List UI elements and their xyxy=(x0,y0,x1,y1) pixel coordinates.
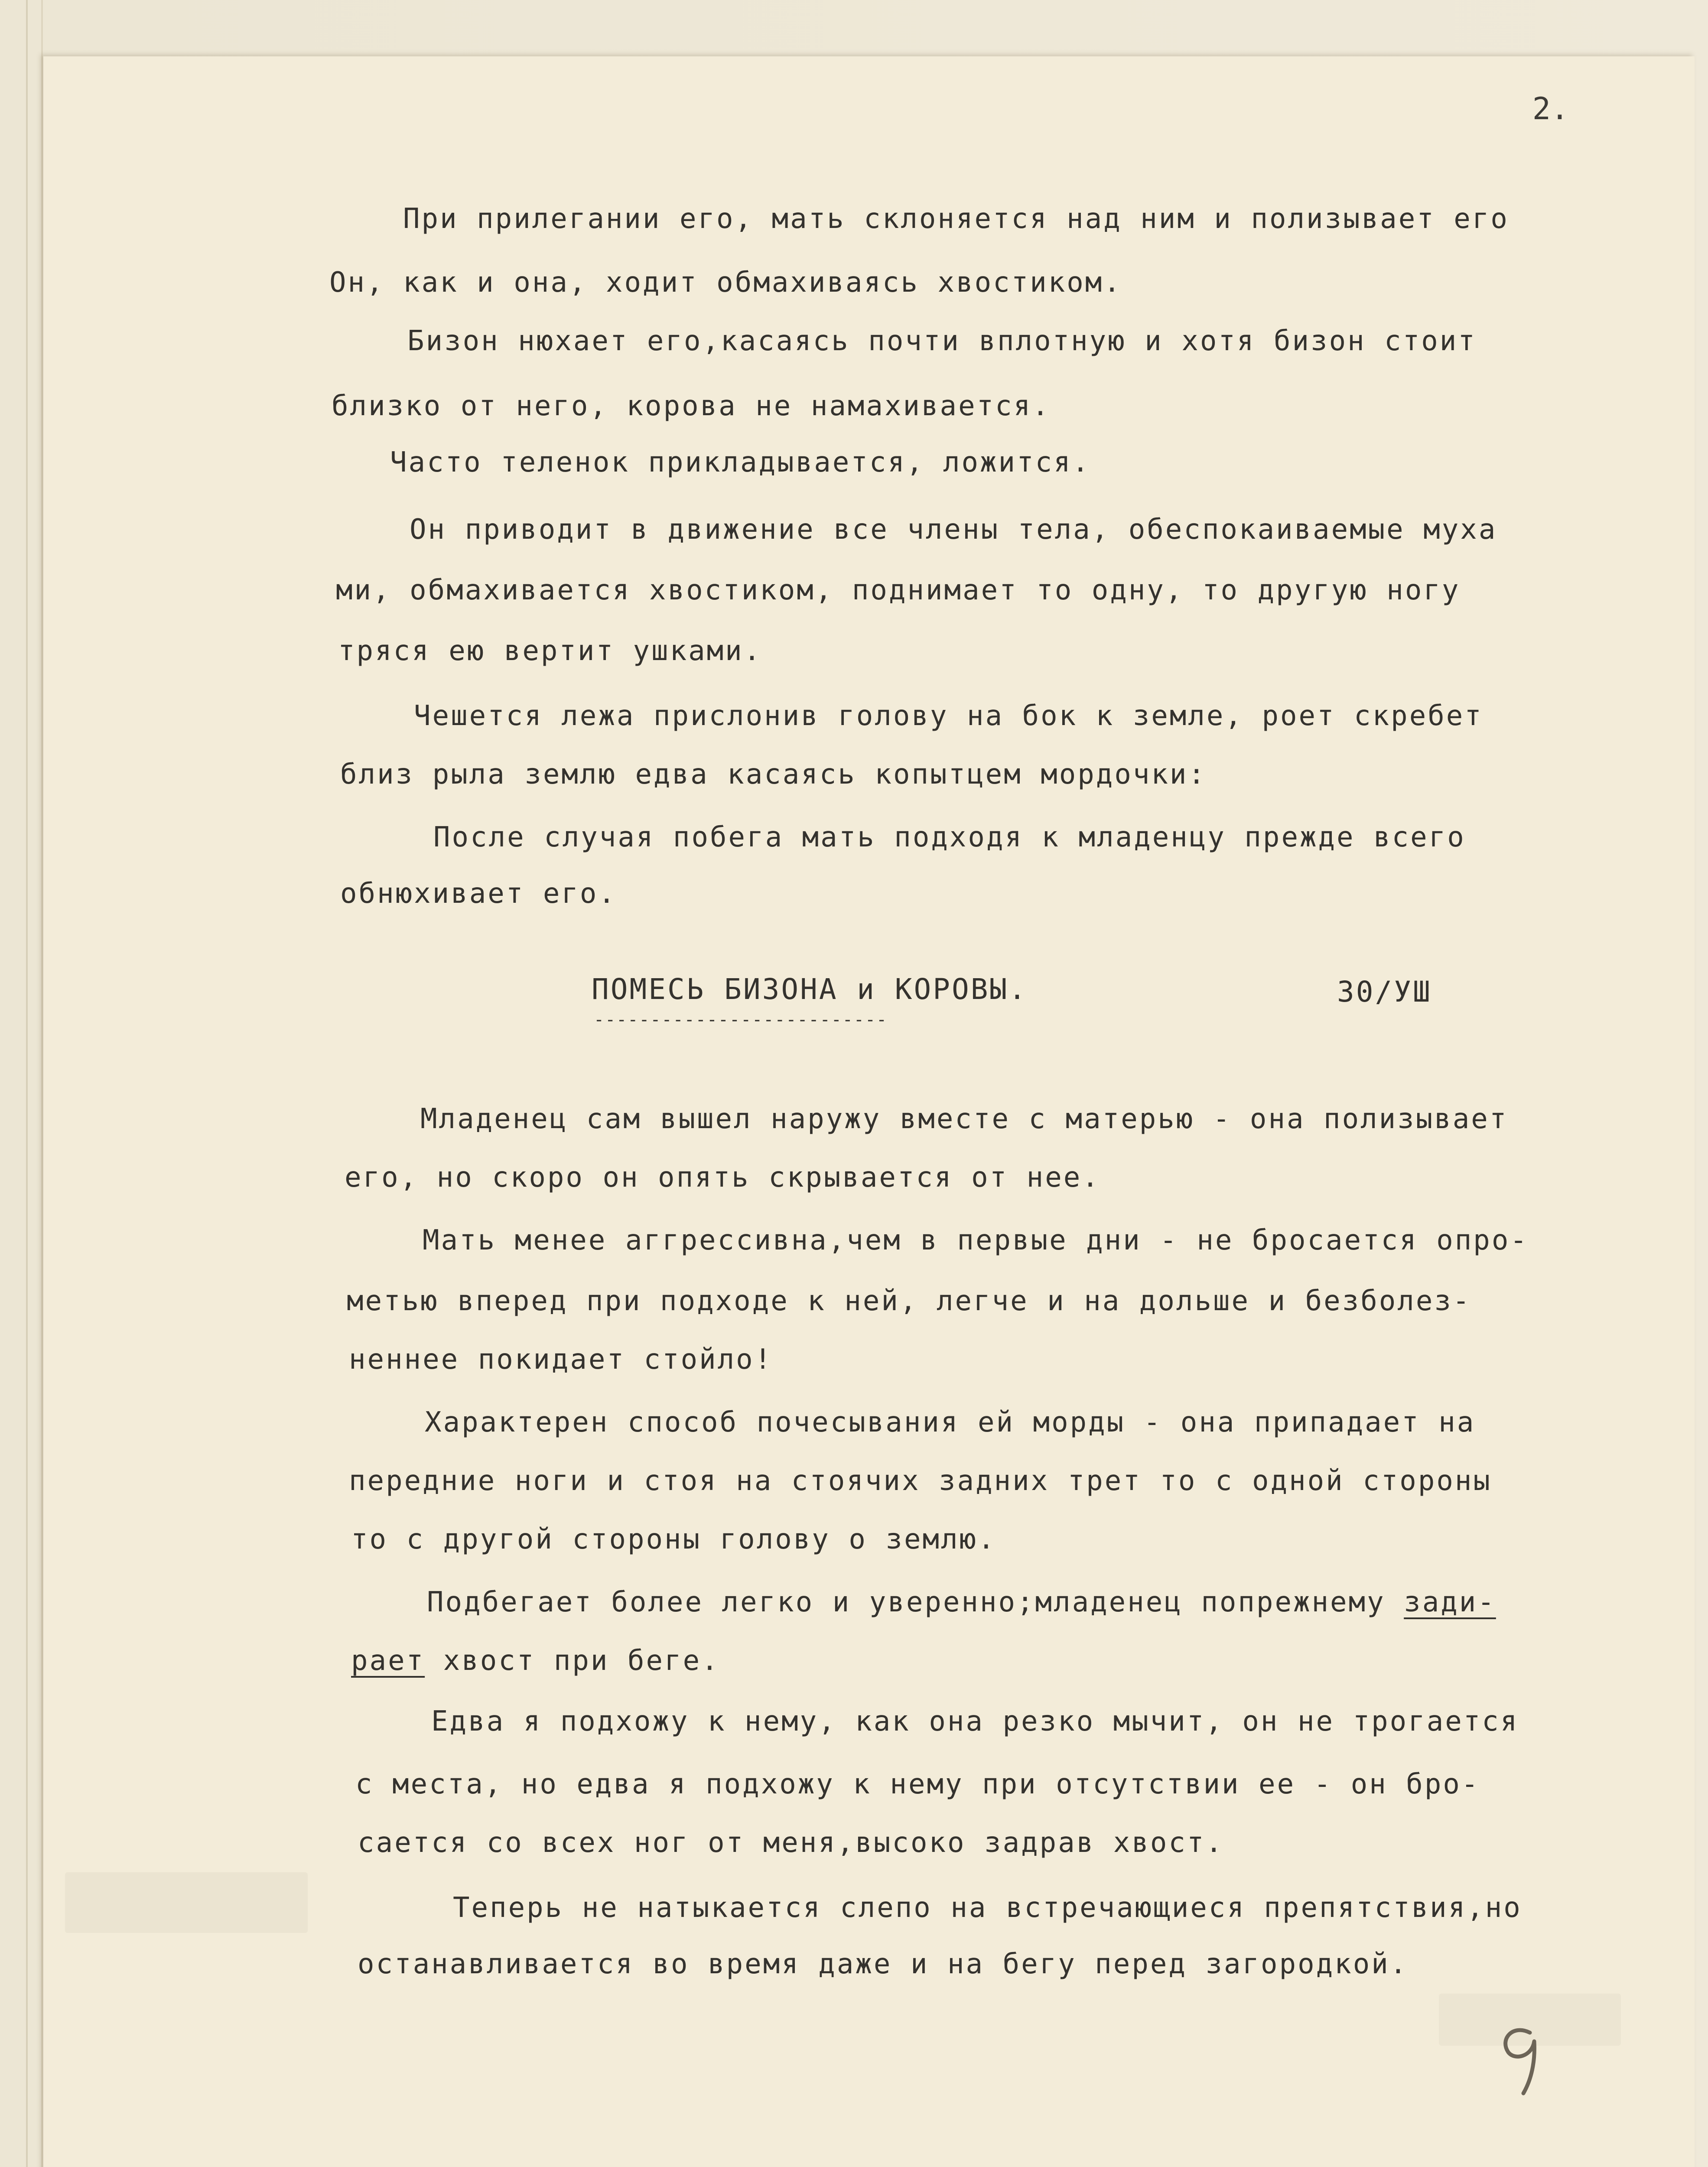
text-line: близ рыла землю едва касаясь копытцем мордочки: xyxy=(340,758,1207,791)
faint-stamp-mark xyxy=(65,1872,308,1933)
underlined-word: рает xyxy=(351,1645,425,1677)
text-line: метью вперед при подходе к ней, легче и на дольше и безболез- xyxy=(347,1285,1471,1317)
text-line: Часто теленок прикладывается, ложится. xyxy=(390,446,1091,478)
text-line: тряся ею вертит ушками. xyxy=(338,635,762,667)
page-edge-line xyxy=(41,0,43,2167)
text-line: передние ноги и стоя на стоячих задних трет то с одной стороны xyxy=(349,1465,1492,1497)
section-date: 30/УШ xyxy=(1337,975,1432,1009)
page-edge-line xyxy=(26,0,28,2167)
text-line: Бизон нюхает его,касаясь почти вплотную и хотя бизон стоит xyxy=(407,325,1477,357)
page-text xyxy=(43,56,1695,2167)
text-segment: Подбегает более легко и уверенно;младенец попрежнему xyxy=(427,1586,1404,1618)
text-line: ми, обмахивается хвостиком, поднимает то одну, то другую ногу xyxy=(336,574,1461,606)
text-line: Теперь не натыкается слепо на встречающиеся препятствия,но xyxy=(453,1892,1522,1924)
text-line: близко от него, корова не намахивается. xyxy=(332,390,1051,422)
section-title-underline: -------------------------- xyxy=(594,1010,888,1030)
text-line: Едва я подхожу к нему, как она резко мычит, он не трогается xyxy=(431,1705,1519,1738)
typewritten-page xyxy=(43,56,1695,2167)
text-line: обнюхивает его. xyxy=(340,878,617,910)
section-title: ПОМЕСЬ БИЗОНА и КОРОВЫ. xyxy=(592,973,1028,1006)
text-line: неннее покидает стойло! xyxy=(349,1344,773,1376)
underlined-word: зади- xyxy=(1404,1586,1496,1618)
text-line xyxy=(351,1647,720,1675)
page-number: 2. xyxy=(1532,91,1569,127)
text-line: Он, как и она, ходит обмахиваясь хвостиком. xyxy=(329,267,1122,299)
text-line: После случая побега мать подходя к младенцу прежде всего xyxy=(433,821,1466,853)
text-line: его, но скоро он опять скрывается от нее. xyxy=(345,1162,1100,1194)
text-line: останавливается во время даже и на бегу перед загородкой. xyxy=(358,1948,1409,1980)
text-segment: хвост при беге. xyxy=(425,1645,720,1677)
text-line: Младенец сам вышел наружу вместе с матерью - она полизывает xyxy=(420,1103,1508,1135)
text-line: то с другой стороны голову о землю. xyxy=(351,1523,996,1555)
text-line: При прилегании его, мать склоняется над ним и полизывает его xyxy=(403,203,1509,235)
text-line xyxy=(427,1588,1496,1616)
text-line: Характерен способ почесывания ей морды - она припадает на xyxy=(425,1406,1476,1438)
handwritten-sheet-number xyxy=(1482,2015,1560,2102)
text-line: сается со всех ног от меня,высоко задрав хвост. xyxy=(358,1827,1224,1859)
text-line: Чешется лежа прислонив голову на бок к земле, роет скребет xyxy=(414,700,1483,732)
text-line: Он приводит в движение все члены тела, обеспокаиваемые муха xyxy=(410,514,1497,546)
text-line: с места, но едва я подхожу к нему при отсутствии ее - он бро- xyxy=(355,1768,1480,1800)
text-line: Мать менее аггрессивна,чем в первые дни - не бросается опро- xyxy=(423,1224,1529,1256)
